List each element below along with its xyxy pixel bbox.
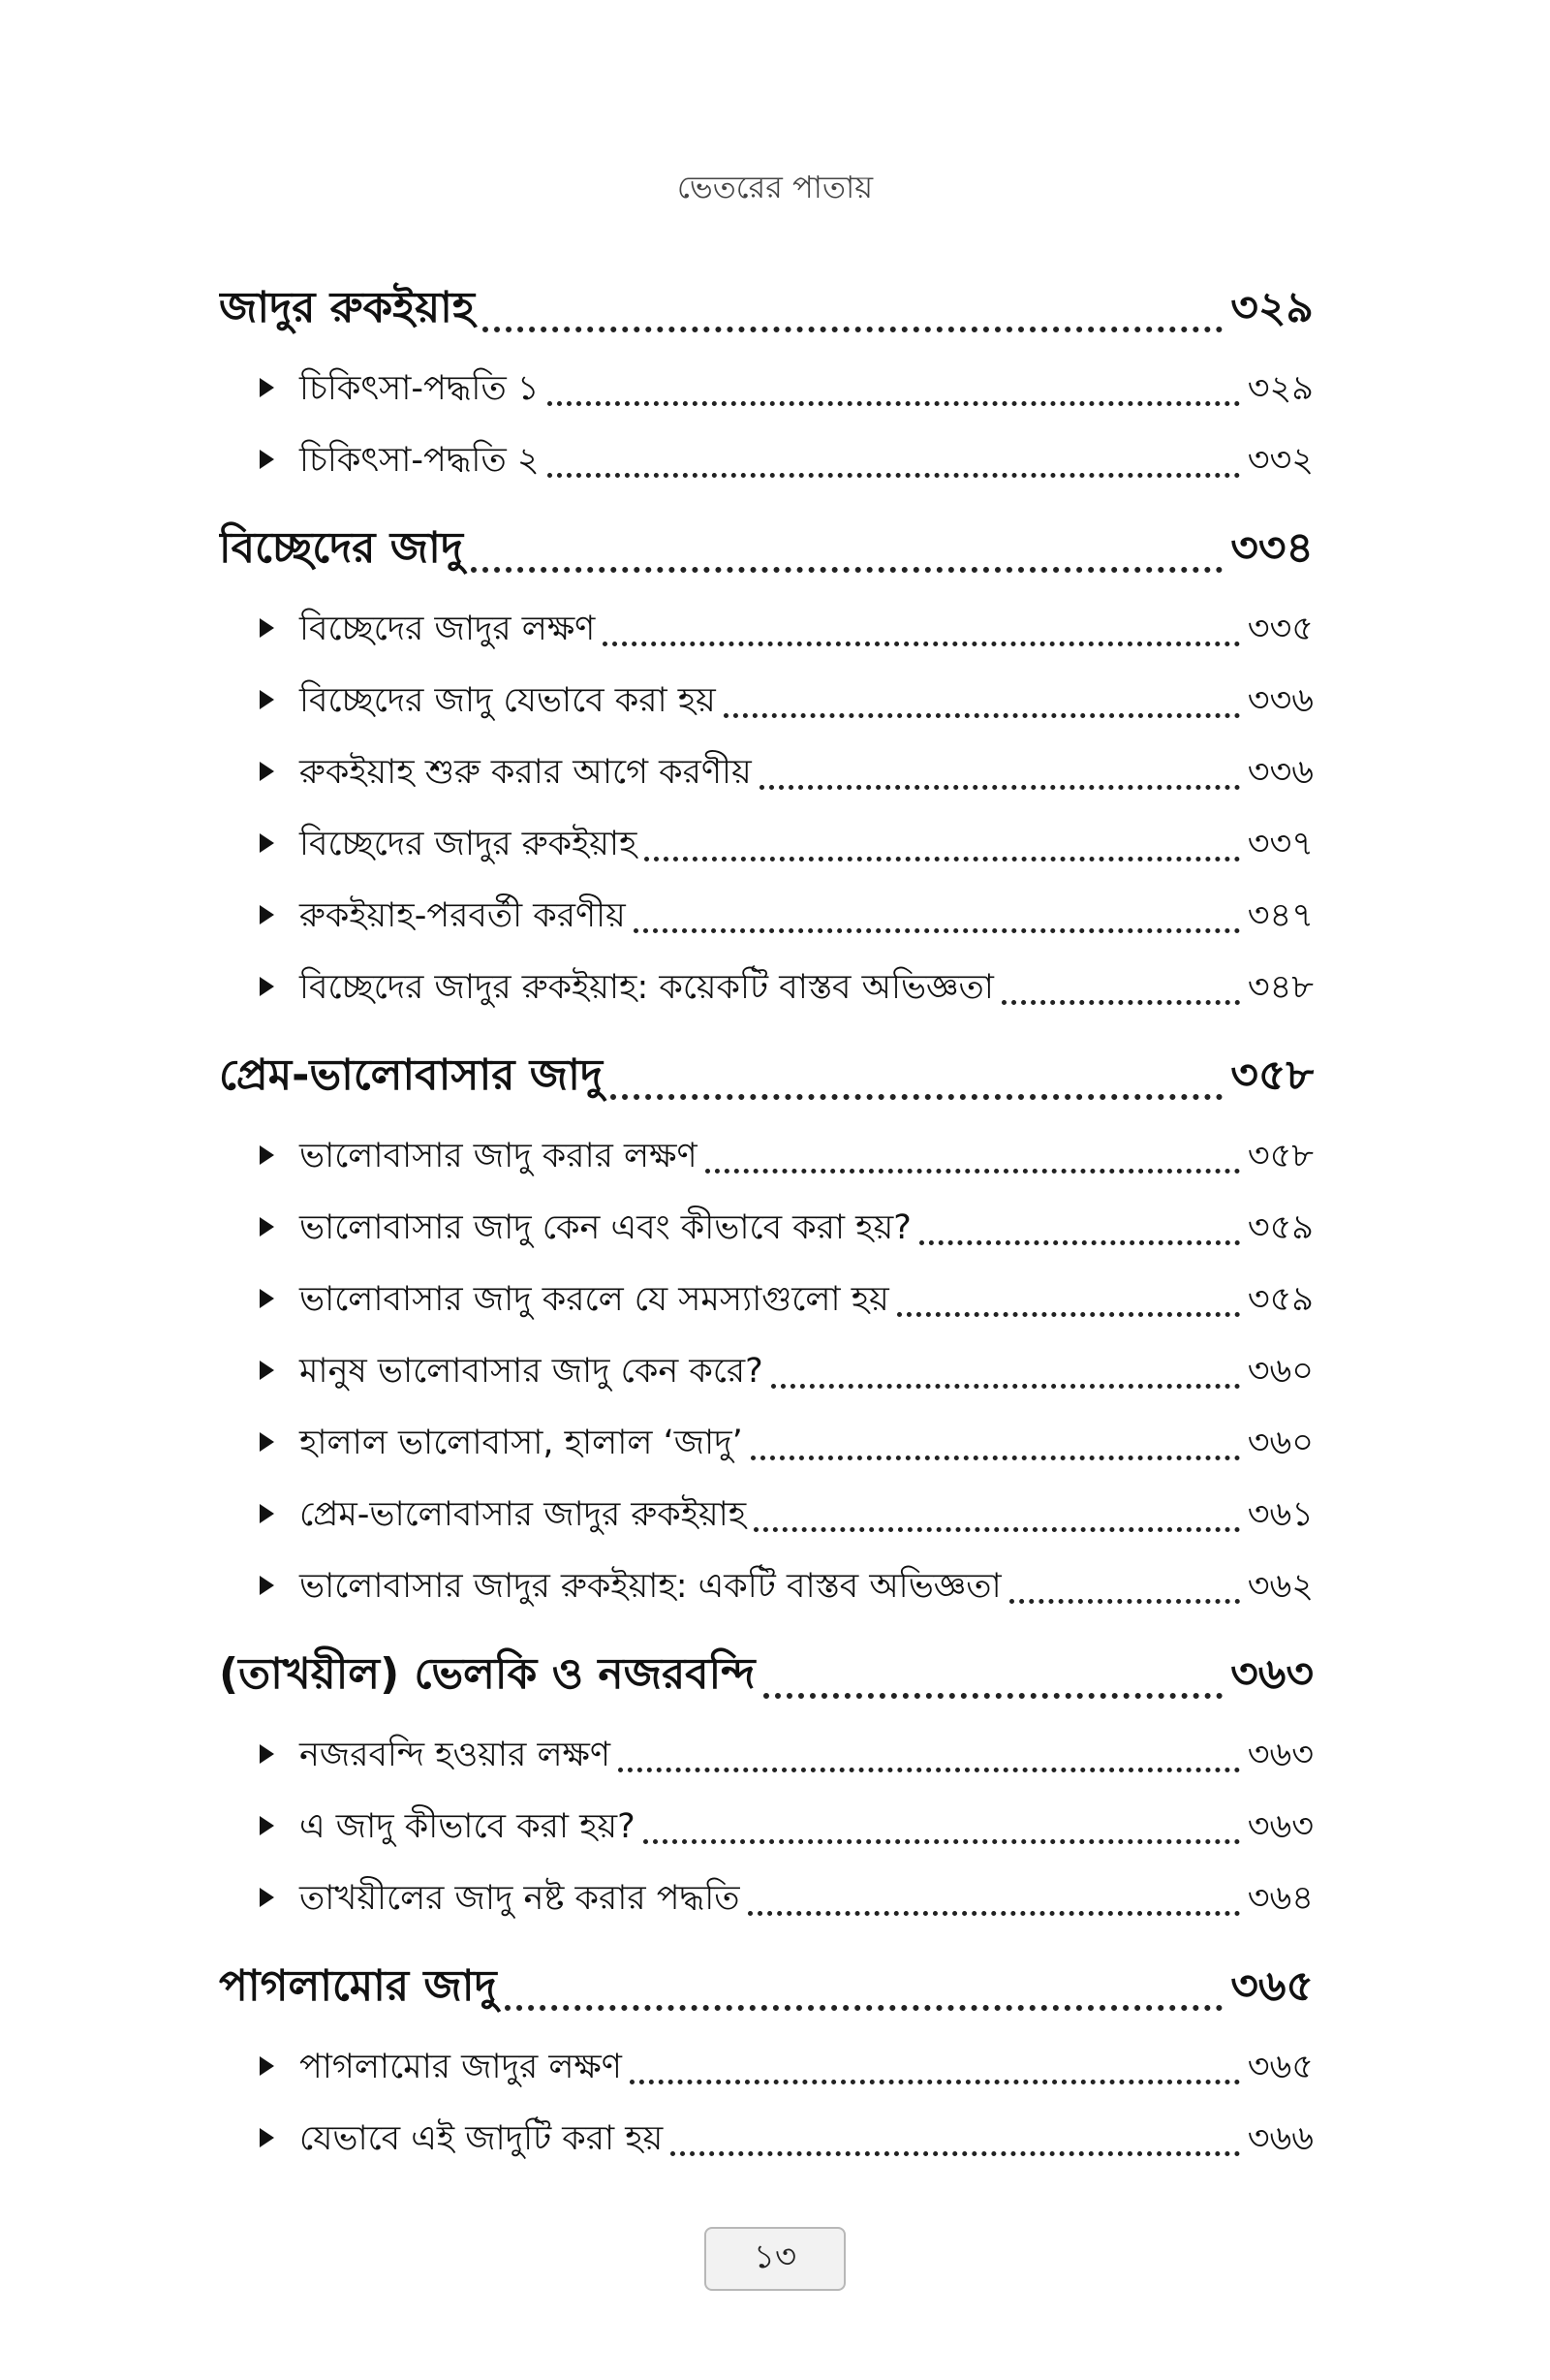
subentry-page-number: ৩৪৮: [1247, 967, 1314, 1007]
dot-leader: [724, 713, 1240, 718]
subentry-page-number: ৩৬০: [1247, 1351, 1314, 1391]
subentry-title: বিচ্ছেদের জাদুর রুকইয়াহ: কয়েকটি বাস্তব অভিজ্ঞতা: [299, 967, 994, 1007]
dot-leader: [763, 1693, 1224, 1699]
triangle-bullet-icon: [260, 1504, 274, 1523]
subentry-title: তাখয়ীলের জাদু নষ্ট করার পদ্ধতি: [299, 1878, 740, 1918]
triangle-bullet-icon: [260, 1816, 274, 1835]
toc-chapter-entry[interactable]: [219, 1945, 1314, 2032]
subentry-title: বিচ্ছেদের জাদুর লক্ষণ: [299, 609, 596, 648]
subentry-title: ভালোবাসার জাদু করার লক্ষণ: [299, 1136, 698, 1175]
subentry-page-number: ৩৫৮: [1247, 1136, 1314, 1175]
toc-section: [0, 1633, 1550, 1935]
triangle-bullet-icon: [260, 1744, 274, 1764]
toc-subentry[interactable]: [260, 2032, 1314, 2104]
chapter-title: (তাখয়ীল) ভেলকি ও নজরবন্দি: [219, 1648, 756, 1699]
toc-subentry[interactable]: [260, 1408, 1314, 1480]
dot-leader: [670, 2151, 1239, 2156]
dot-leader: [610, 1094, 1223, 1100]
triangle-bullet-icon: [260, 450, 274, 469]
subentry-page-number: ৩৩৬: [1247, 752, 1314, 792]
dot-leader: [751, 1456, 1240, 1460]
toc-chapter-entry[interactable]: [219, 266, 1314, 354]
dot-leader: [1002, 1000, 1240, 1005]
subentry-page-number: ৩৫৯: [1247, 1279, 1314, 1319]
subentry-title: বিচ্ছেদের জাদু যেভাবে করা হয়: [299, 680, 716, 720]
toc-subentry[interactable]: [260, 594, 1314, 666]
subentry-page-number: ৩৩৬: [1247, 680, 1314, 720]
dot-leader: [547, 401, 1240, 406]
triangle-bullet-icon: [260, 2128, 274, 2147]
triangle-bullet-icon: [260, 618, 274, 638]
subentry-title: এ জাদু কীভাবে করা হয়?: [299, 1806, 636, 1846]
dot-leader: [471, 567, 1223, 573]
subentry-title: মানুষ ভালোবাসার জাদু কেন করে?: [299, 1351, 763, 1391]
subentry-page-number: ৩৩৫: [1247, 609, 1314, 648]
dot-leader: [505, 2005, 1224, 2011]
dot-leader: [634, 928, 1240, 933]
subentry-page-number: ৩৬৪: [1247, 1878, 1314, 1918]
subentry-page-number: ৩২৯: [1247, 368, 1314, 408]
subentry-title: নজরবন্দি হওয়ার লক্ষণ: [299, 1735, 611, 1774]
subentry-page-number: ৩৩৭: [1247, 824, 1314, 863]
chapter-page-number: ৩২৯: [1230, 282, 1314, 332]
dot-leader: [618, 1768, 1240, 1772]
page-number: ১৩: [753, 2237, 797, 2276]
subentry-page-number: ৩৬০: [1247, 1423, 1314, 1462]
subentry-page-number: ৩৫৯: [1247, 1207, 1314, 1247]
toc-section: [0, 1945, 1550, 2176]
toc-subentry[interactable]: [260, 1480, 1314, 1551]
triangle-bullet-icon: [260, 378, 274, 397]
subentry-page-number: ৩৬৩: [1247, 1806, 1314, 1846]
dot-leader: [603, 642, 1239, 646]
chapter-page-number: ৩৬৩: [1230, 1648, 1314, 1699]
triangle-bullet-icon: [260, 833, 274, 853]
dot-leader: [897, 1312, 1240, 1317]
subentry-page-number: ৩৬২: [1247, 1566, 1314, 1606]
toc-subentry[interactable]: [260, 1551, 1314, 1623]
toc-subentry[interactable]: [260, 2104, 1314, 2176]
triangle-bullet-icon: [260, 762, 274, 781]
subentry-title: হালাল ভালোবাসা, হালাল ‘জাদু’: [299, 1423, 743, 1462]
subentry-title: ভালোবাসার জাদু করলে যে সমস্যাগুলো হয়: [299, 1279, 889, 1319]
chapter-page-number: ৩৬৫: [1230, 1960, 1314, 2011]
triangle-bullet-icon: [260, 1289, 274, 1308]
dot-leader: [547, 473, 1240, 478]
subentry-title: বিচ্ছেদের জাদুর রুকইয়াহ: [299, 824, 637, 863]
subentry-title: রুকইয়াহ শুরু করার আগে করণীয়: [299, 752, 752, 792]
chapter-title: প্রেম-ভালোবাসার জাদু: [219, 1049, 603, 1100]
dot-leader: [919, 1240, 1240, 1245]
triangle-bullet-icon: [260, 1361, 274, 1380]
triangle-bullet-icon: [260, 977, 274, 996]
chapter-title: পাগলামোর জাদু: [219, 1960, 497, 2011]
subentry-page-number: ৩৪৭: [1247, 895, 1314, 935]
triangle-bullet-icon: [260, 1576, 274, 1595]
table-of-contents: [0, 266, 1550, 2176]
toc-subentry[interactable]: [260, 1863, 1314, 1935]
subentry-title: ভালোবাসার জাদুর রুকইয়াহ: একটি বাস্তব অভিজ্ঞতা: [299, 1566, 1002, 1606]
toc-subentry[interactable]: [260, 881, 1314, 953]
toc-chapter-entry[interactable]: [219, 1633, 1314, 1720]
triangle-bullet-icon: [260, 1217, 274, 1237]
triangle-bullet-icon: [260, 1145, 274, 1165]
triangle-bullet-icon: [260, 2056, 274, 2076]
subentry-title: রুকইয়াহ-পরবর্তী করণীয়: [299, 895, 626, 935]
dot-leader: [482, 327, 1223, 332]
subentry-title: পাগলামোর জাদুর লক্ষণ: [299, 2047, 622, 2086]
toc-subentry[interactable]: [260, 1336, 1314, 1408]
subentry-page-number: ৩৬৩: [1247, 1735, 1314, 1774]
subentry-title: চিকিৎসা-পদ্ধতি ২: [299, 440, 540, 480]
dot-leader: [760, 785, 1240, 790]
chapter-page-number: ৩৫৮: [1230, 1049, 1314, 1100]
subentry-title: যেভাবে এই জাদুটি করা হয়: [299, 2118, 664, 2158]
toc-subentry[interactable]: [260, 354, 1314, 425]
page-header-title: ভেতরের পাতায়: [676, 169, 874, 205]
toc-section: [0, 507, 1550, 1024]
dot-leader: [754, 1527, 1240, 1532]
toc-chapter-entry[interactable]: [219, 1034, 1314, 1121]
toc-subentry[interactable]: [260, 1720, 1314, 1792]
subentry-page-number: ৩৬৫: [1247, 2047, 1314, 2086]
page-number-badge: [704, 2227, 846, 2291]
dot-leader: [630, 2080, 1240, 2084]
dot-leader: [748, 1911, 1240, 1916]
triangle-bullet-icon: [260, 905, 274, 924]
toc-subentry[interactable]: [260, 1121, 1314, 1193]
toc-subentry[interactable]: [260, 425, 1314, 497]
subentry-page-number: ৩৩২: [1247, 440, 1314, 480]
dot-leader: [771, 1384, 1240, 1389]
toc-subentry[interactable]: [260, 737, 1314, 809]
toc-subentry[interactable]: [260, 809, 1314, 881]
dot-leader: [644, 857, 1239, 861]
toc-subentry[interactable]: [260, 953, 1314, 1024]
dot-leader: [705, 1169, 1240, 1174]
toc-subentry[interactable]: [260, 666, 1314, 737]
triangle-bullet-icon: [260, 1888, 274, 1907]
subentry-title: প্রেম-ভালোবাসার জাদুর রুকইয়াহ: [299, 1494, 747, 1534]
toc-subentry[interactable]: [260, 1265, 1314, 1336]
triangle-bullet-icon: [260, 690, 274, 709]
chapter-title: জাদুর রুকইয়াহ: [219, 282, 475, 332]
dot-leader: [643, 1839, 1240, 1844]
subentry-page-number: ৩৬৬: [1247, 2118, 1314, 2158]
subentry-title: ভালোবাসার জাদু কেন এবং কীভাবে করা হয়?: [299, 1207, 912, 1247]
subentry-page-number: ৩৬১: [1247, 1494, 1314, 1534]
toc-section: [0, 1034, 1550, 1623]
toc-section: [0, 266, 1550, 497]
triangle-bullet-icon: [260, 1432, 274, 1452]
subentry-title: চিকিৎসা-পদ্ধতি ১: [299, 368, 540, 408]
toc-subentry[interactable]: [260, 1193, 1314, 1265]
toc-chapter-entry[interactable]: [219, 507, 1314, 594]
chapter-title: বিচ্ছেদের জাদু: [219, 522, 463, 573]
dot-leader: [1009, 1599, 1240, 1604]
toc-subentry[interactable]: [260, 1792, 1314, 1863]
chapter-page-number: ৩৩৪: [1230, 522, 1314, 573]
